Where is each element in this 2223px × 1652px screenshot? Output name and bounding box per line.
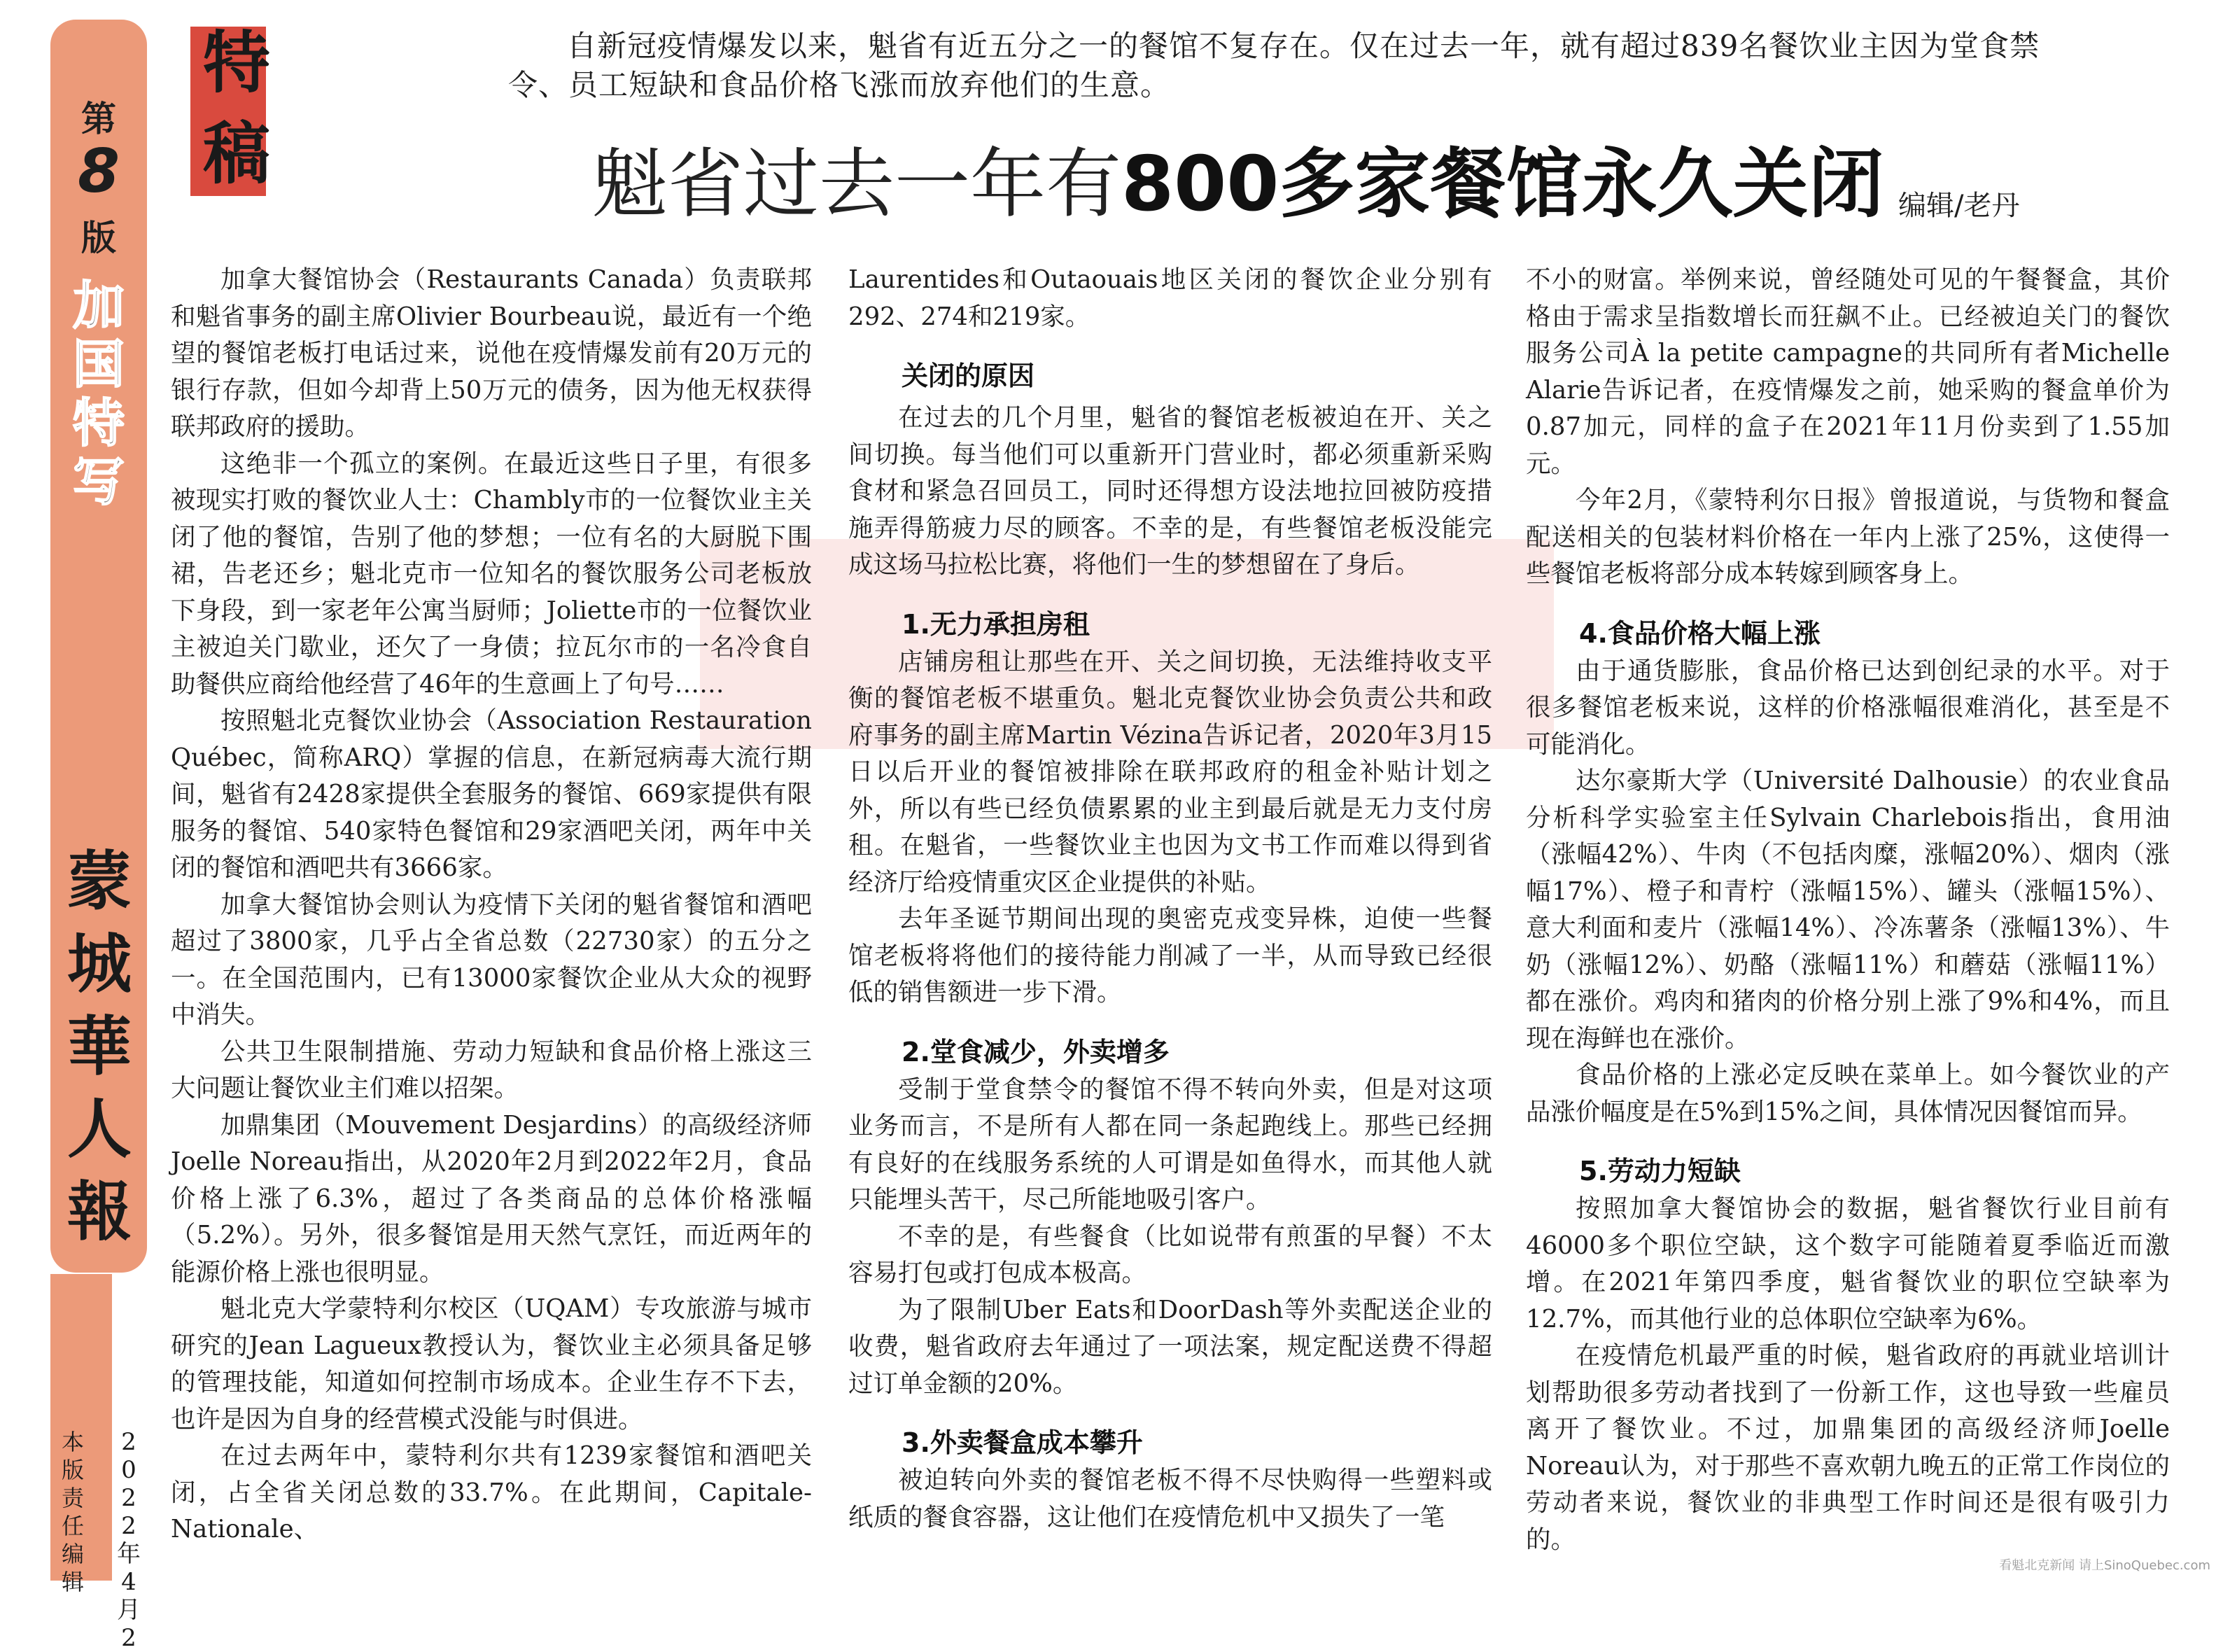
stamp-char-1: 特 — [203, 23, 270, 102]
paragraph: 达尔豪斯大学（Université Dalhousie）的农业食品分析科学实验室主任Sylvain Charlebois指出，食用油（涨幅42%）、牛肉（不包括肉糜，涨幅20%）、烟肉（涨幅17%）、橙子和青柠（涨幅15%）、罐头（涨幅15%）、意大利面和麦片（涨幅14%）、冷冻薯条（涨幅13%）、牛奶（涨幅12%）、奶酪（涨幅11%）和蘑菇（涨幅11%） 都在涨价。鸡肉和猪肉的价格分别上涨了9%和4%，而且现在海鲜也在涨价。 — [1526, 766, 2170, 1053]
paragraph: 今年2月，《蒙特利尔日报》曾报道说，与货物和餐盒配送相关的包装材料价格在一年内上涨了25%，这使得一些餐馆老板将部分成本转嫁到顾客身上。 — [1526, 486, 2170, 588]
headline-part-1: 魁省过去一年有 — [592, 141, 1122, 228]
paragraph: 这绝非一个孤立的案例。在最近这些日子里，有很多被现实打败的餐饮业人士：Chambly市的一位餐饮业主关闭了他的餐馆，告别了他的梦想；一位有名的大厨脱下围裙，告老还乡；魁北克市一位知名的餐饮服务公司老板放下身段，到一家老年公寓当厨师；Joliette市的一位餐饮业主被迫关门歇业，还欠了一身债；拉瓦尔市的一名冷食自助餐供应商给他经营了46年的生意画上了句号…… — [171, 449, 812, 699]
edition-ban: 版 — [81, 218, 116, 258]
edition-number: 8 — [78, 136, 120, 206]
editor-credit: 编辑/老丹 — [1898, 190, 2020, 222]
headline — [592, 140, 1884, 230]
paragraph: 在过去两年中，蒙特利尔共有1239家餐馆和酒吧关闭，占全省关闭总数的33.7%。在此期间，Capitale-Nationale、 — [171, 1441, 812, 1544]
page-editor-label: 本 版 责 任 编 辑 — [61, 1429, 84, 1595]
paragraph: 加鼎集团（Mouvement Desjardins）的高级经济师Joelle Noreau指出，从2020年2月到2022年2月，食品价格上涨了6.3%，超过了各类商品的总体价格涨幅（5.2%）。另外，很多餐馆是用天然气烹饪，而近两年的能源价格上涨也很明显。 — [171, 1110, 812, 1287]
lead-paragraph: 自新冠疫情爆发以来，魁省有近五分之一的餐馆不复存在。仅在过去一年，就有超过839名餐饮业主因为堂食禁令、员工短缺和食品价格飞涨而放弃他们的生意。 — [508, 29, 2040, 102]
paragraph: 食品价格的上涨必定反映在菜单上。如今餐饮业的产品涨价幅度是在5%到15%之间，具体情况因餐馆而异。 — [1526, 1060, 2170, 1126]
paragraph: 由于通货膨胀，食品价格已达到创纪录的水平。对于很多餐馆老板来说，这样的价格涨幅很难消化，甚至是不可能消化。 — [1526, 656, 2170, 759]
edition-di: 第 — [81, 99, 116, 139]
article-column-1 — [171, 262, 812, 1548]
newspaper-name: 蒙 城 華 人 報 — [66, 844, 132, 1250]
section-heading-1: 1.无力承担房租 — [902, 608, 1090, 640]
paragraph-continued: Laurentides和Outaouais地区关闭的餐饮企业分别有292、274和219家。 — [848, 265, 1492, 331]
section-heading-4: 4.食品价格大幅上涨 — [1579, 617, 1821, 649]
paragraph: 店铺房租让那些在开、关之间切换，无法维持收支平衡的餐馆老板不堪重负。魁北克餐饮业协会负责公共和政府事务的副主席Martin Vézina告诉记者，2020年3月15日以后开业的餐馆被排除在联邦政府的租金补贴计划之外，所以有些已经负债累累的业主到最后就是无力支付房租。在魁省，一些餐饮业主也因为文书工作而难以得到省经济厅给疫情重灾区企业提供的补贴。 — [848, 647, 1492, 897]
paragraph: 不幸的是，有些餐食（比如说带有煎蛋的早餐）不太容易打包或打包成本极高。 — [848, 1222, 1492, 1287]
section-heading-3: 3.外卖餐盒成本攀升 — [902, 1427, 1143, 1458]
paragraph: 受制于堂食禁令的餐馆不得不转向外卖，但是对这项业务而言，不是所有人都在同一条起跑线上。那些已经拥有良好的在线服务系统的人可谓是如鱼得水，而其他人就只能埋头苦干，尽己所能地吸引客户。 — [848, 1074, 1492, 1214]
source-credit: 看魁北克新闻 请上SinoQuebec.com — [1999, 1558, 2210, 1573]
section-heading-5: 5.劳动力短缺 — [1579, 1156, 1741, 1186]
paragraph: 按照魁北克餐饮业协会（Association Restauration Québec，简称ARQ）掌握的信息，在新冠病毒大流行期间，魁省有2428家提供全套服务的餐馆、669家提供有限服务的餐馆、540家特色餐馆和29家酒吧关闭，两年中关闭的餐馆和酒吧共有3666家。 — [171, 706, 812, 882]
paragraph-continued: 不小的财富。举例来说，曾经随处可见的午餐餐盒，其价格由于需求呈指数增长而狂飙不止。已经被迫关门的餐饮服务公司À la petite campagne的共同所有者Michelle Alarie告诉记者，在疫情爆发之前，她采购的餐盒单价为0.87加元，同样的盒子在2021年11月份卖到了1.55加元。 — [1526, 265, 2170, 478]
paragraph: 加拿大餐馆协会（Restaurants Canada）负责联邦和魁省事务的副主席Olivier Bourbeau说，最近有一个绝望的餐馆老板打电话过来，说他在疫情爆发前有20万元的银行存款，但如今却背上50万元的债务，因为他无权获得联邦政府的援助。 — [171, 265, 812, 441]
section-title: 加 国 特 写 — [73, 276, 125, 512]
paragraph: 加拿大餐馆协会则认为疫情下关闭的魁省餐馆和酒吧超过了3800家，几乎占全省总数（22730家）的五分之一。在全国范围内，已有13000家餐饮企业从大众的视野中消失。 — [171, 890, 812, 1029]
paragraph: 在过去的几个月里，魁省的餐馆老板被迫在开、关之间切换。每当他们可以重新开门营业时，都必须重新采购食材和紧急召回员工，同时还得想方设法地拉回被防疫措施弄得筋疲力尽的顾客。不幸的是，有些餐馆老板没能完成这场马拉松比赛，将他们一生的梦想留在了身后。 — [848, 403, 1492, 579]
paragraph: 魁北克大学蒙特利尔校区（UQAM）专攻旅游与城市研究的Jean Lagueux教授认为，餐饮业主必须具备足够的管理技能，知道如何控制市场成本。企业生存不下去，也许是因为自身的经营模式没能与时俱进。 — [171, 1294, 812, 1434]
paragraph: 按照加拿大餐馆协会的数据，魁省餐饮行业目前有46000多个职位空缺，这个数字可能随着夏季临近而激增。在2021年第四季度，魁省餐饮业的职位空缺率为12.7%，而其他行业的总体职位空缺率为6%。 — [1526, 1194, 2170, 1334]
headline-part-2: 800多家餐馆永久关闭 — [1121, 141, 1884, 228]
section-heading-2: 2.堂食减少，外卖增多 — [902, 1036, 1170, 1068]
article-column-3 — [1526, 262, 2170, 1558]
paragraph: 为了限制Uber Eats和DoorDash等外卖配送企业的收费，魁省政府去年通过了一项法案，规定配送费不得超过订单金额的20%。 — [848, 1295, 1492, 1398]
paragraph: 公共卫生限制措施、劳动力短缺和食品价格上涨这三大问题让餐饮业主们难以招架。 — [171, 1037, 812, 1102]
stamp-char-2: 稿 — [203, 114, 270, 193]
issue-date: 2 0 2 2 年 4 月 2 — [117, 1428, 141, 1652]
paragraph: 在疫情危机最严重的时候，魁省政府的再就业培训计划帮助很多劳动者找到了一份新工作，这也导致一些雇员离开了餐饮业。不过，加鼎集团的高级经济师Joelle Noreau认为，对于那些不喜欢朝九晚五的正常工作岗位的劳动者来说，餐饮业的非典型工作时间还是很有吸引力的。 — [1526, 1341, 2170, 1554]
article-column-2 — [848, 262, 1492, 1536]
section-heading-reasons: 关闭的原因 — [902, 360, 1035, 391]
paragraph: 去年圣诞节期间出现的奥密克戎变异株，迫使一些餐馆老板将将他们的接待能力削减了一半，从而导致已经很低的销售额进一步下滑。 — [848, 904, 1492, 1007]
paragraph: 被迫转向外卖的餐馆老板不得不尽快购得一些塑料或纸质的餐食容器，这让他们在疫情危机中又损失了一笔 — [848, 1466, 1492, 1532]
